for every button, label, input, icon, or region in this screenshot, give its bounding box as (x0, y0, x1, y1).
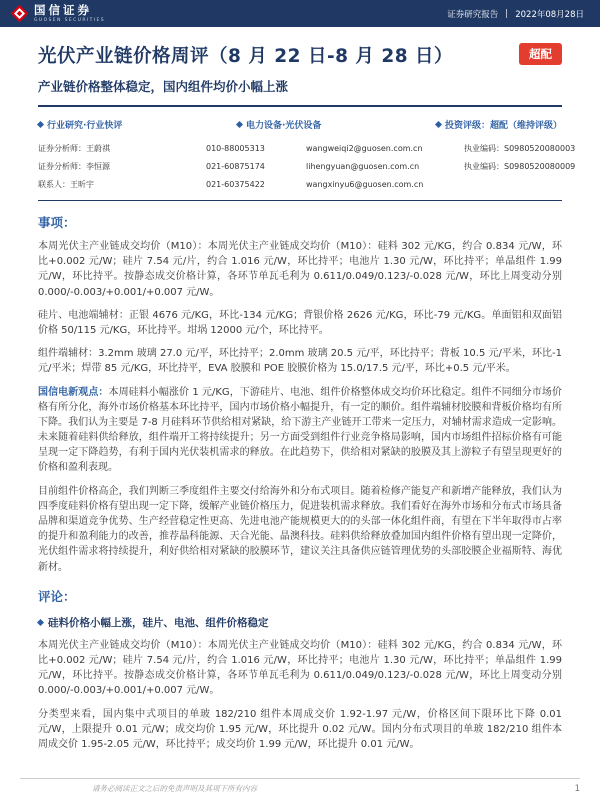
rating-badge: 超配 (519, 43, 562, 65)
diamond-icon (435, 121, 442, 128)
diamond-icon (37, 121, 44, 128)
viewpoint-paragraph (38, 385, 562, 476)
comment-bullet-label: 硅料价格小幅上涨，硅片、电池、组件价格稳定 (48, 616, 269, 629)
meta-row (38, 118, 562, 131)
matters-paragraph-2: 硅片、电池端辅材：正银 4676 元/KG，环比-134 元/KG；背银价格 2626 元/KG，环比-79 元/KG。单面铝和双面铝价格 50/115 元/KG，环比持平。坩埚 12000 元/个，环比持平。 (38, 309, 562, 336)
page-number: 1 (574, 783, 580, 794)
brand-text (34, 4, 105, 22)
guosen-logo-icon (10, 4, 29, 23)
title-row (38, 42, 562, 68)
analyst-cert: 执业编码：S0980520080009 (464, 161, 576, 171)
report-subtitle: 产业链价格整体稳定，国内组件均价小幅上涨 (38, 79, 289, 94)
matters-paragraph-3: 组件端辅材：3.2mm 玻璃 27.0 元/平，环比持平；2.0mm 玻璃 20.5 元/平，环比持平；背板 10.5 元/平米，环比-1 元/平米；焊带 85 元/KG，环比持平，EVA 胶膜和 POE 胶膜价格为 15.0/17.5 元/平，环比+0.5 元/平米。 (38, 348, 562, 375)
title-divider (38, 105, 562, 107)
page-title: 光伏产业链价格周评（8 月 22 日-8 月 28 日） (38, 46, 454, 67)
header-right (447, 8, 584, 20)
comments-heading: 评论： (38, 588, 76, 604)
report-date: 2022年08月28日 (515, 9, 584, 20)
page-footer (20, 778, 580, 794)
analyst-role-name: 证券分析师：李恒源 (38, 161, 110, 171)
analyst-row (38, 175, 562, 193)
analyst-row (38, 157, 576, 175)
comments-paragraph-2: 分类型来看，国内集中式项目的单玻 182/210 组件本周成交价 1.92-1.97 元/W，价格区间下限环比下降 0.01 元/W，上限提升 0.01 元/W；成交均价 1.95 元/W，环比提升 0.02 元/W。国内分布式项目的单玻 182/210 组件本周成交价 1.95-2.05 元/W，环比持平；成交均价 1.99 元/W，环比提升 0.01 元/W。 (38, 708, 562, 750)
footer-disclaimer: 请务必阅读正文之后的免责声明及其项下所有内容 (92, 784, 257, 793)
top-header-bar (0, 0, 600, 27)
viewpoint-lead: 国信电新观点： (38, 386, 109, 398)
analyst-phone: 021-60375422 (206, 179, 265, 189)
brand-name-en: GUOSEN SECURITIES (34, 17, 105, 23)
meta-rating (436, 118, 562, 131)
diamond-icon (37, 619, 44, 626)
brand (10, 4, 105, 23)
diamond-icon (236, 121, 243, 128)
meta-rating-label: 投资评级：超配（维持评级） (444, 121, 562, 131)
matters-paragraph-1: 本周光伏主产业链成交均价（M10）：本周光伏主产业链成交均价（M10）：硅料 302 元/KG，约合 0.834 元/W，环比+0.002 元/W；硅片 7.54 元/片，约合 1.016 元/W，环比持平；电池片 1.30 元/W，环比持平；单晶组件 1.99 元/W，环比持平。按静态成交价格计算，各环节单瓦毛利为 0.611/0.049/0.123/-0.028 元/W，环比上周变动分别 0.000/-0.003/+0.001/+0.007 元/W。 (38, 241, 562, 298)
matters-paragraph-5: 目前组件价格高企，我们判断三季度组件主要交付给海外和分布式项目。随着检修产能复产和新增产能释放，我们认为四季度硅料价格有望出现一定下降，缓解产业链价格压力，促进装机需求释放。我们看好在海外市场和分布式市场具备品牌和渠道竞争优势、生产经营稳定性更高、先进电池产能规模更大的的头部一体化组件商，有望在下半年取得市占率的提升和盈利能力的改善，推荐晶科能源、天合光能、晶澳科技。硅料供给释放叠加国内组件价格有望出现一定降价，光伏组件需求将持续提升，利好供给相对紧缺的胶膜环节，建议关注具备供应链管理优势的头部胶膜企业福斯特、海优新材。 (38, 485, 562, 573)
analyst-row (38, 139, 576, 157)
comment-bullet-heading (38, 615, 562, 630)
analyst-email: wangweiqi2@guosen.com.cn (306, 143, 423, 153)
meta-sector-label: 电力设备·光伏设备 (245, 121, 322, 131)
viewpoint-text: 本周硅料小幅涨价 1 元/KG，下游硅片、电池、组件价格整体成交均价环比稳定。组件不同细分市场价格有所分化，海外市场价格基本环比持平，国内市场价格小幅提升，有一定的顺价。组件端辅材胶膜和背板价格均有所下降。我们认为主要是 7-8 月硅料环节供给相对紧缺，给下游主产业链开工带来一定压力，对辅材需求造成一定影响。未来随着硅料供给释放，组件端开工将持续提升；另一方面受到组件行业竞争格局影响，国内市场组件招标价格有可能呈现一定下降趋势，有利于国内光伏装机需求的释放。在此趋势下，供给相对紧缺的胶膜及其上游粒子有望呈现更好的价格和盈利表现。 (38, 386, 562, 474)
comments-paragraph-1: 本周光伏主产业链成交均价（M10）：本周光伏主产业链成交均价（M10）：硅料 302 元/KG，约合 0.834 元/W，环比+0.002 元/W；硅片 7.54 元/片，约合 1.016 元/W，环比持平；电池片 1.30 元/W，环比持平；单晶组件 1.99 元/W，环比持平。按静态成交价格计算，各环节单瓦毛利为 0.611/0.049/0.123/-0.028 元/W，环比上周变动分别 0.000/-0.003/+0.001/+0.007 元/W。 (38, 639, 562, 697)
brand-name-cn: 国信证券 (34, 3, 92, 18)
analyst-phone: 021-60875174 (206, 161, 265, 171)
analyst-phone: 010-88005313 (206, 143, 265, 153)
meta-industry-label: 行业研究·行业快评 (47, 121, 123, 131)
report-type-label: 证券研究报告 (447, 9, 499, 20)
analyst-role-name: 联系人：王昕宇 (38, 179, 94, 189)
analyst-cert: 执业编码：S0980520080003 (464, 143, 576, 153)
meta-sector (237, 118, 321, 131)
matters-heading: 事项： (38, 215, 76, 230)
header-divider (506, 9, 507, 18)
section-divider (38, 200, 562, 201)
analyst-table (38, 139, 576, 193)
analyst-email: lihengyuan@guosen.com.cn (306, 161, 420, 171)
meta-industry (38, 118, 122, 131)
analyst-email: wangxinyu6@guosen.com.cn (306, 179, 424, 189)
analyst-role-name: 证券分析师：王蔚祺 (38, 143, 110, 153)
report-body (0, 42, 600, 752)
